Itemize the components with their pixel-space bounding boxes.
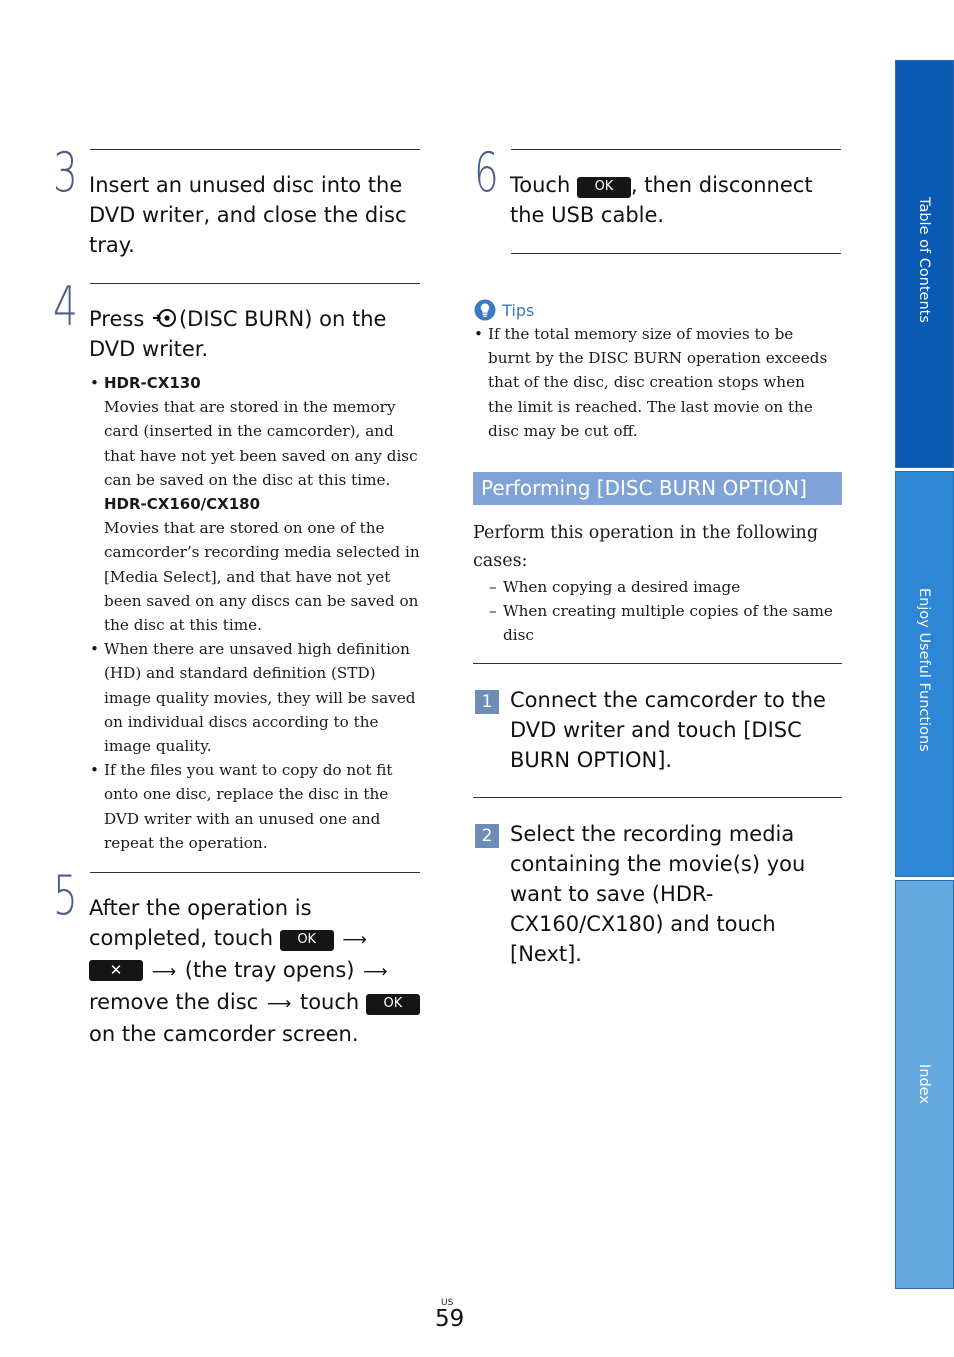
lightbulb-icon: [474, 301, 496, 320]
step-4-bullets: [90, 371, 424, 855]
step-4-pre: Press: [89, 307, 151, 331]
dash-marker: –: [489, 578, 497, 596]
divider: [473, 797, 842, 798]
section-title: Performing [DISC BURN OPTION]: [473, 472, 842, 505]
tab-label: Enjoy Useful Functions: [915, 588, 932, 752]
substep-number-box: 2: [475, 824, 499, 848]
list-item: [489, 599, 833, 647]
step-5-part: (the tray opens): [184, 958, 355, 982]
tab-index[interactable]: [895, 880, 954, 1289]
ok-button-icon: OK: [366, 994, 420, 1015]
tab-table-of-contents[interactable]: [895, 60, 954, 468]
divider: [511, 253, 841, 254]
step-6-pre: Touch: [510, 173, 577, 197]
case-text: When creating multiple copies of the same disc: [503, 602, 833, 645]
substep-1-text: Connect the camcorder to the DVD writer and touch [DISC BURN OPTION].: [510, 688, 826, 772]
bullet-body: Movies that are stored on one of the camcorder’s recording media selected in [Media Select], and that have not yet been saved on any discs can be saved on the disc at this time.: [104, 519, 420, 635]
arrow-right-icon: ⟶: [342, 930, 367, 950]
step-5-part: remove the disc: [89, 990, 259, 1014]
tip-text: If the total memory size of movies to be burnt by the DISC BURN operation exceeds that of the disc, disc creation stops when the limit is reached. The last movie on the disc may be cut off.: [488, 325, 828, 440]
step-3-text: Insert an unused disc into the DVD writer, and close the disc tray.: [89, 173, 407, 257]
page-region: US: [441, 1298, 454, 1308]
bullet-dot: •: [90, 374, 99, 392]
step-6-post: , then disconnect the USB cable.: [510, 173, 813, 227]
step-6-text: [510, 170, 846, 230]
tips-label: Tips: [502, 301, 535, 320]
list-item: [489, 575, 833, 599]
list-item: [90, 637, 424, 758]
divider: [473, 663, 842, 664]
arrow-right-icon: ⟶: [363, 962, 388, 982]
step-5-part: touch: [299, 990, 360, 1014]
close-button-icon: ✕: [89, 960, 143, 981]
bullet-body: When there are unsaved high definition (HD) and standard definition (STD) image quality movies, they will be saved on individual discs according to the image quality.: [104, 640, 416, 756]
dash-marker: –: [489, 602, 497, 621]
divider: [511, 149, 841, 150]
tab-label: Index: [915, 1064, 932, 1104]
ok-button-icon: OK: [577, 177, 631, 198]
step-number: 3: [53, 141, 78, 204]
arrow-right-icon: ⟶: [151, 962, 177, 982]
divider: [90, 283, 420, 284]
step-5-part: After the operation is completed, touch: [89, 896, 312, 950]
step-number: 4: [53, 275, 78, 338]
step-4-post: (DISC BURN) on the DVD writer.: [89, 307, 387, 361]
tab-enjoy-useful-functions[interactable]: [895, 471, 954, 877]
disc-burn-icon: [151, 307, 179, 331]
divider: [90, 872, 420, 873]
substep-2-text: Select the recording media containing the movie(s) you want to save (HDR-CX160/CX180) and touch [Next].: [510, 822, 806, 966]
step-number: 6: [474, 141, 499, 204]
step-5-text: [89, 893, 421, 1049]
tips-header: [474, 299, 534, 321]
bullet-body: Movies that are stored in the memory card (inserted in the camcorder), and that have not yet been saved on any disc can be saved on the disc at this time.: [104, 398, 418, 489]
bullet-dot: •: [474, 325, 483, 343]
arrow-right-icon: ⟶: [266, 994, 292, 1014]
case-text: When copying a desired image: [503, 578, 741, 596]
list-item: [474, 322, 830, 443]
bullet-dot: •: [90, 761, 99, 780]
bullet-heading: HDR-CX130: [104, 374, 201, 392]
list-item: [90, 758, 424, 855]
step-4-text: [89, 304, 425, 364]
step-5-part: on the camcorder screen.: [89, 1022, 359, 1046]
step-number: 5: [53, 864, 78, 927]
page-number: 59: [435, 1306, 465, 1332]
case-list: [489, 575, 833, 648]
ok-button-icon: OK: [280, 930, 334, 951]
list-item: [90, 371, 424, 637]
bullet-dot: •: [90, 640, 99, 659]
substep-number-box: 1: [475, 690, 499, 714]
bullet-body: If the files you want to copy do not fit onto one disc, replace the disc in the DVD writer with an unused one and repeat the operation.: [104, 761, 393, 852]
tab-label: Table of Contents: [915, 197, 932, 323]
divider: [90, 149, 420, 150]
tips-list: [474, 322, 830, 443]
bullet-heading: HDR-CX160/CX180: [104, 495, 261, 514]
section-intro: Perform this operation in the following cases:: [473, 523, 819, 571]
